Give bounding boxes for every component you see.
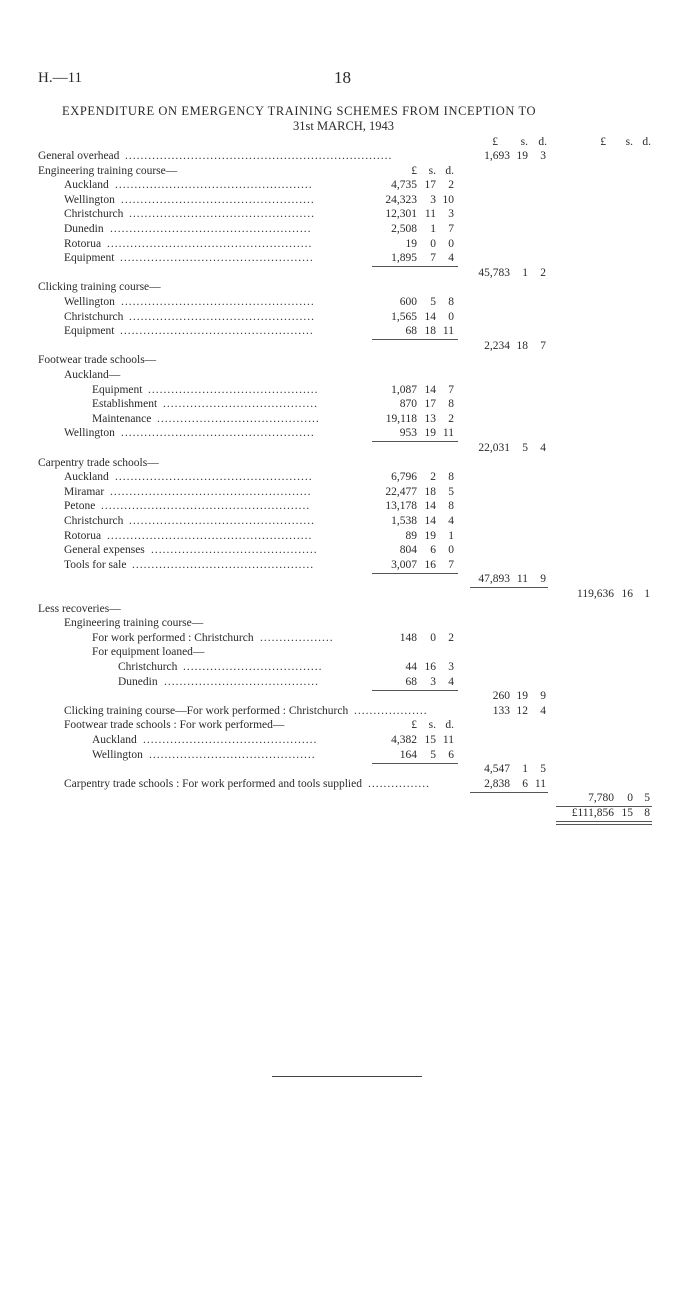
c1-pence: 5	[448, 485, 454, 498]
c1-pence: 8	[448, 500, 454, 513]
ledger-row	[0, 529, 700, 544]
c1-pounds: 600	[399, 296, 417, 308]
c1-shillings: 19	[424, 529, 436, 542]
row-label: Carpentry trade schools—	[38, 456, 159, 469]
leader-dots: ................	[368, 777, 430, 790]
c1-shillings: 16	[424, 558, 436, 571]
c1-pence: 4	[448, 515, 454, 527]
c2-pence: 11	[534, 777, 546, 790]
row-label: Wellington	[64, 193, 115, 206]
c2-pounds: 47,893	[478, 573, 510, 586]
ledger-row	[0, 791, 700, 806]
leader-dots: ................................................	[129, 310, 315, 323]
c3-pence: 5	[644, 792, 650, 805]
page-number: 18	[334, 68, 351, 87]
row-label: Equipment	[92, 383, 143, 396]
c1-pence: 10	[442, 193, 454, 206]
c1-pence: 8	[448, 398, 454, 411]
c1-pounds: 1,895	[391, 252, 417, 265]
ledger-row	[0, 514, 700, 529]
row-label: Engineering training course—	[38, 164, 178, 177]
c1-shillings: 16	[424, 661, 436, 673]
leader-dots: ...........................................	[151, 544, 318, 557]
c1-pounds: 12,301	[385, 208, 417, 221]
ledger-row	[0, 193, 700, 208]
leader-dots: ............................................	[148, 383, 319, 396]
ledger-row	[0, 631, 700, 646]
ledger-row	[0, 237, 700, 252]
subtotal-rule	[556, 821, 652, 822]
row-label: Clicking training course—For work performed : Christchurch	[64, 704, 349, 717]
leader-dots: ...................................................	[115, 471, 313, 484]
ledger-row	[0, 660, 700, 675]
c1-pence: 6	[448, 748, 454, 761]
leader-dots: ....................................................	[110, 485, 312, 498]
row-label: Equipment	[64, 252, 115, 265]
row-label: Engineering training course—	[64, 617, 204, 630]
c1-pence: 7	[448, 558, 454, 571]
c1-shillings: 14	[424, 310, 436, 323]
c1-pounds: 1,538	[391, 515, 417, 527]
ledger-row	[0, 616, 700, 631]
c1-pence: 3	[448, 661, 454, 673]
ledger-row	[0, 383, 700, 398]
c1-pounds: 1,087	[391, 383, 417, 396]
c1-pounds: 2,508	[391, 223, 417, 235]
ledger-row	[0, 718, 700, 733]
ledger-row	[0, 689, 700, 704]
c1-shillings: 3	[430, 193, 436, 206]
c2-pounds: 4,547	[484, 763, 510, 776]
c1-shillings: 14	[424, 383, 436, 396]
c1-shillings: 13	[424, 412, 436, 425]
c1-shillings: 19	[424, 427, 436, 440]
row-label: Christchurch	[64, 310, 124, 323]
c2-shillings: 19	[516, 150, 528, 162]
col1-pound-header: £	[411, 719, 417, 732]
col3-pence-header: d.	[642, 136, 651, 148]
ledger-row	[0, 339, 700, 354]
leader-dots: ........................................	[163, 398, 318, 411]
row-label: Auckland	[64, 471, 109, 484]
c1-pounds: 19,118	[385, 412, 417, 425]
ledger-row	[0, 368, 700, 383]
c2-pence: 7	[540, 339, 546, 352]
c1-pence: 11	[442, 325, 454, 338]
page-subtitle: 31st MARCH, 1943	[293, 119, 395, 133]
c1-pence: 0	[448, 544, 454, 557]
leader-dots: ..................................................	[120, 325, 314, 338]
c1-shillings: 2	[430, 471, 436, 484]
leader-dots: ........................................	[164, 675, 319, 688]
ledger-row	[0, 572, 700, 587]
c3-shillings: 0	[627, 792, 633, 805]
c3-shillings: 15	[621, 807, 633, 819]
row-label: Wellington	[64, 427, 115, 440]
ledger-row	[0, 602, 700, 617]
ledger-row	[0, 207, 700, 222]
c2-pence: 5	[540, 763, 546, 776]
ledger-row	[0, 748, 700, 763]
ledger-row	[0, 222, 700, 237]
col2-pence-header: d.	[538, 136, 547, 148]
c2-pounds: 1,693	[484, 150, 510, 162]
ledger-row	[0, 456, 700, 471]
row-label: Equipment	[64, 325, 115, 338]
c1-pence: 0	[448, 310, 454, 323]
c1-shillings: 14	[424, 515, 436, 527]
c1-shillings: 17	[424, 179, 436, 192]
col1-d-header: d.	[445, 719, 454, 732]
c1-shillings: 14	[424, 500, 436, 513]
leader-dots: ...................	[260, 631, 334, 644]
ledger-row	[0, 412, 700, 427]
leader-dots: .............................................	[143, 734, 318, 746]
row-label: Rotorua	[64, 529, 102, 542]
c1-pence: 2	[448, 179, 454, 192]
ledger-row	[0, 543, 700, 558]
c3-pence: 1	[644, 588, 650, 600]
page-title: EXPENDITURE ON EMERGENCY TRAINING SCHEMES FROM INCEPTION TO	[62, 104, 537, 118]
c1-pence: 8	[448, 471, 454, 484]
leader-dots: ......................................................	[101, 500, 311, 513]
c1-shillings: 0	[430, 631, 436, 644]
leader-dots: ...................................................	[115, 179, 313, 192]
ledger-row	[0, 762, 700, 777]
ledger-row	[0, 587, 700, 602]
row-label: Christchurch	[64, 208, 124, 221]
c2-pence: 4	[540, 704, 546, 717]
col2-shilling-header: s.	[520, 136, 528, 148]
c1-shillings: 5	[430, 296, 436, 308]
leader-dots: ..........................................	[157, 412, 320, 425]
col3-shilling-header: s.	[625, 136, 633, 148]
c2-pounds: 260	[492, 690, 510, 703]
c3-pounds: 119,636	[577, 588, 614, 600]
row-label: Footwear trade schools : For work performed—	[64, 719, 285, 732]
c2-shillings: 18	[516, 339, 528, 352]
ledger-row	[0, 485, 700, 500]
leader-dots: ..................................................	[121, 193, 315, 206]
c2-pence: 4	[540, 442, 546, 454]
c2-pence: 2	[540, 266, 546, 279]
c1-pounds: 89	[405, 529, 417, 542]
ledger-row	[0, 310, 700, 325]
c1-pounds: 24,323	[385, 193, 417, 206]
c1-shillings: 3	[430, 675, 436, 688]
c1-pounds: 4,382	[391, 734, 417, 746]
c1-pence: 8	[448, 296, 454, 308]
c1-pence: 11	[442, 427, 454, 440]
row-label: Petone	[64, 500, 96, 513]
footer-divider	[272, 1076, 422, 1077]
leader-dots: ....................................................	[110, 223, 312, 235]
row-label: Auckland—	[64, 369, 121, 381]
ledger-row	[0, 164, 700, 179]
c2-shillings: 19	[516, 690, 528, 703]
leader-dots: .....................................................	[107, 237, 313, 250]
ledger-row	[0, 704, 700, 719]
ledger-row	[0, 426, 700, 441]
c2-pounds: 2,234	[484, 339, 510, 352]
c1-pence: 2	[448, 631, 454, 644]
row-label: Carpentry trade schools : For work performed and tools supplied	[64, 777, 362, 790]
leader-dots: ...............................................	[132, 558, 315, 571]
ledger-row	[0, 441, 700, 456]
row-label: Footwear trade schools—	[38, 354, 157, 367]
c2-shillings: 6	[522, 777, 528, 790]
row-label: Christchurch	[118, 661, 178, 673]
c1-pence: 0	[448, 237, 454, 250]
ledger-row	[0, 733, 700, 748]
row-label: Rotorua	[64, 237, 102, 250]
row-label: Christchurch	[64, 515, 124, 527]
row-label: Clicking training course—	[38, 281, 161, 294]
ledger-row	[0, 295, 700, 310]
ledger-row	[0, 558, 700, 573]
leader-dots: ................................................	[129, 515, 315, 527]
c1-pence: 3	[448, 208, 454, 221]
c2-shillings: 12	[516, 704, 528, 717]
row-label: Tools for sale	[64, 558, 127, 571]
c1-pounds: 68	[405, 675, 417, 688]
c1-pounds: 44	[405, 661, 417, 673]
ledger-row	[0, 806, 700, 821]
c1-pounds: 164	[399, 748, 417, 761]
c2-shillings: 5	[522, 442, 528, 454]
c1-pounds: 6,796	[391, 471, 417, 484]
ledger-row	[0, 266, 700, 281]
leader-dots: ...........................................	[149, 748, 316, 761]
c1-shillings: 11	[424, 208, 436, 221]
c1-pounds: 870	[399, 398, 417, 411]
ledger-row	[0, 324, 700, 339]
row-label: Wellington	[64, 296, 115, 308]
c1-pence: 4	[448, 675, 454, 688]
col1-d-header: d.	[445, 164, 454, 177]
leader-dots: ....................................	[183, 661, 323, 673]
row-label: Maintenance	[92, 412, 152, 425]
row-label: For equipment loaned—	[92, 646, 205, 659]
c1-pounds: 3,007	[391, 558, 417, 571]
ledger-row	[0, 397, 700, 412]
c2-pence: 3	[540, 150, 546, 162]
c3-pounds: £111,856	[571, 807, 614, 819]
c1-shillings: 6	[430, 544, 436, 557]
row-label: General overhead	[38, 150, 120, 162]
c1-shillings: 18	[424, 325, 436, 338]
c1-shillings: 17	[424, 398, 436, 411]
c1-shillings: 1	[430, 223, 436, 235]
c1-pounds: 13,178	[385, 500, 417, 513]
c2-pence: 9	[540, 690, 546, 703]
c1-pence: 11	[442, 734, 454, 746]
leader-dots: ..................................................	[121, 296, 315, 308]
c1-pence: 2	[448, 412, 454, 425]
row-label: Dunedin	[118, 675, 158, 688]
c3-shillings: 16	[621, 588, 633, 600]
row-label: Auckland	[92, 734, 137, 746]
c1-pence: 4	[448, 252, 454, 265]
c3-pence: 8	[644, 807, 650, 819]
ledger-row	[0, 675, 700, 690]
ledger-row	[0, 280, 700, 295]
c1-pounds: 1,565	[391, 310, 417, 323]
row-label: Less recoveries—	[38, 602, 121, 615]
c2-shillings: 11	[516, 573, 528, 586]
document-reference: H.—11	[38, 70, 83, 86]
c1-pounds: 4,735	[391, 179, 417, 192]
c1-shillings: 15	[424, 734, 436, 746]
col1-sh-header: s.	[428, 164, 436, 177]
row-label: Wellington	[92, 748, 143, 761]
c1-pounds: 804	[399, 544, 417, 557]
c2-shillings: 1	[522, 763, 528, 776]
row-label: Miramar	[64, 485, 105, 498]
subtotal-rule	[556, 824, 652, 825]
c1-shillings: 5	[430, 748, 436, 761]
leader-dots: ..................................................	[120, 252, 314, 265]
ledger-row	[0, 251, 700, 266]
column-header-row	[0, 135, 700, 150]
c1-shillings: 7	[430, 252, 436, 265]
ledger-row	[0, 777, 700, 792]
ledger-row	[0, 499, 700, 514]
c1-shillings: 18	[424, 485, 436, 498]
c1-pence: 7	[448, 223, 454, 235]
ledger-row	[0, 470, 700, 485]
col2-pound-header: £	[492, 136, 498, 148]
col1-pound-header: £	[411, 164, 417, 177]
row-label: For work performed : Christchurch	[92, 631, 254, 644]
leader-dots: ................................................	[129, 208, 315, 221]
c1-pounds: 953	[399, 427, 417, 440]
c1-pounds: 68	[405, 325, 417, 338]
leader-dots: ..................................................	[121, 427, 315, 440]
c1-shillings: 0	[430, 237, 436, 250]
c1-pounds: 22,477	[385, 485, 417, 498]
c2-pounds: 45,783	[478, 266, 510, 279]
c1-pence: 1	[448, 529, 454, 542]
ledger-row	[0, 149, 700, 164]
c1-pence: 7	[448, 383, 454, 396]
leader-dots: .....................................................................	[125, 150, 393, 162]
leader-dots: .....................................................	[107, 529, 313, 542]
row-label: General expenses	[64, 544, 145, 557]
ledger-row	[0, 178, 700, 193]
c3-pounds: 7,780	[588, 792, 614, 805]
ledger-row	[0, 353, 700, 368]
c2-pounds: 133	[492, 704, 510, 717]
leader-dots: ...................	[354, 704, 428, 717]
col3-pound-header: £	[600, 136, 606, 148]
c1-pounds: 148	[399, 631, 417, 644]
c1-pounds: 19	[405, 237, 417, 250]
row-label: Auckland	[64, 179, 109, 192]
c2-pounds: 22,031	[478, 442, 510, 454]
ledger-row	[0, 645, 700, 660]
c2-shillings: 1	[522, 266, 528, 279]
row-label: Dunedin	[64, 223, 104, 235]
row-label: Establishment	[92, 398, 158, 411]
c2-pounds: 2,838	[484, 777, 510, 790]
col1-sh-header: s.	[428, 719, 436, 732]
c2-pence: 9	[540, 573, 546, 586]
